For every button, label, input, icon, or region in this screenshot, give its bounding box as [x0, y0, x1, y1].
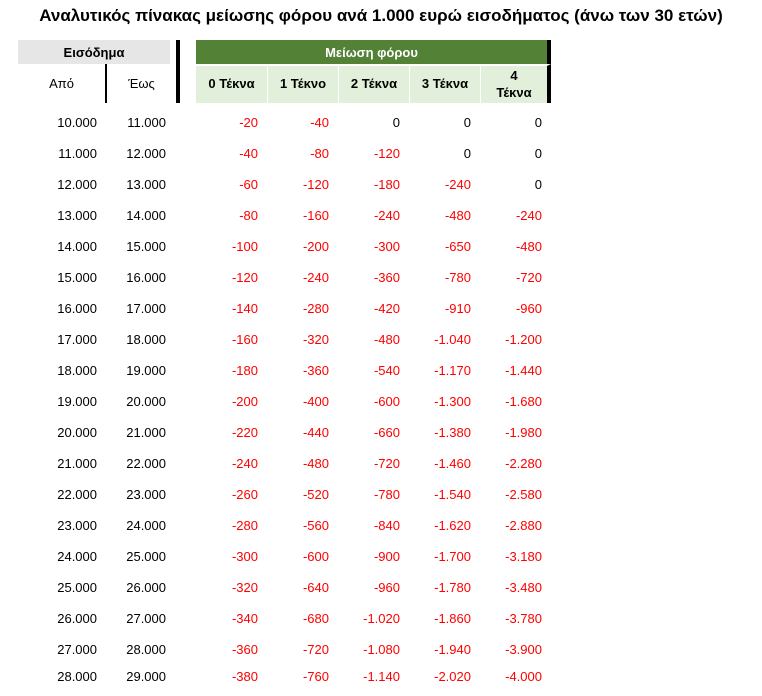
column-gap [176, 541, 196, 572]
tax-value-cell: 0 [463, 115, 471, 130]
table-row [18, 417, 551, 448]
tax-value-cell: -360 [302, 363, 329, 378]
page-title: Αναλυτικός πίνακας μείωσης φόρου ανά 1.000 ευρώ εισοδήματος (άνω των 30 ετών) [39, 6, 723, 25]
tax-value-cell: 0 [534, 177, 542, 192]
income-to-cell: 25.000 [126, 549, 166, 564]
tax-value-cell: -640 [302, 580, 329, 595]
tax-value-cell: -120 [231, 270, 258, 285]
tax-value-cell: -840 [373, 518, 400, 533]
tax-value-cell: -650 [444, 239, 471, 254]
column-gap [176, 64, 196, 103]
tax-value-cell: -360 [373, 270, 400, 285]
tax-value-cell: -240 [515, 208, 542, 223]
tax-value-cell: -280 [302, 301, 329, 316]
income-to-cell: 14.000 [126, 208, 166, 223]
income-from-cell: 23.000 [57, 518, 97, 533]
income-to-cell: 20.000 [126, 394, 166, 409]
tax-value-cell: -200 [302, 239, 329, 254]
tax-value-cell: -320 [231, 580, 258, 595]
tax-value-cell: -1.040 [434, 332, 471, 347]
col-header-3-children: 3 Τέκνα [409, 64, 480, 103]
tax-value-cell: -1.170 [434, 363, 471, 378]
tax-reduction-table [18, 40, 551, 687]
tax-value-cell: -1.440 [505, 363, 542, 378]
income-group-header: Εισόδημα [18, 40, 176, 64]
tax-value-cell: -1.300 [434, 394, 471, 409]
income-from-cell: 18.000 [57, 363, 97, 378]
tax-value-cell: -200 [231, 394, 258, 409]
table-row [18, 603, 551, 634]
income-from-cell: 19.000 [57, 394, 97, 409]
table-row [18, 665, 551, 687]
income-to-cell: 16.000 [126, 270, 166, 285]
tax-value-cell: -40 [310, 115, 329, 130]
tax-value-cell: -480 [515, 239, 542, 254]
tax-value-cell: -900 [373, 549, 400, 564]
tax-value-cell: -960 [515, 301, 542, 316]
table-row [18, 231, 551, 262]
income-to-cell: 29.000 [126, 668, 166, 684]
tax-value-cell: -440 [302, 425, 329, 440]
tax-value-cell: -1.980 [505, 425, 542, 440]
income-from-cell: 14.000 [57, 239, 97, 254]
tax-value-cell: -180 [231, 363, 258, 378]
tax-value-cell: 0 [534, 146, 542, 161]
tax-value-cell: -40 [239, 146, 258, 161]
column-gap [176, 262, 196, 293]
tax-value-cell: -60 [239, 177, 258, 192]
income-to-cell: 22.000 [126, 456, 166, 471]
income-from-cell: 26.000 [57, 611, 97, 626]
tax-value-cell: -480 [373, 332, 400, 347]
tax-value-cell: -120 [302, 177, 329, 192]
tax-value-cell: -240 [373, 208, 400, 223]
tax-value-cell: -1.940 [434, 642, 471, 657]
col-header-to: Έως [128, 76, 155, 91]
column-gap [176, 448, 196, 479]
column-gap [176, 324, 196, 355]
income-to-cell: 26.000 [126, 580, 166, 595]
income-from-cell: 22.000 [57, 487, 97, 502]
table-row [18, 355, 551, 386]
tax-value-cell: -380 [231, 668, 258, 684]
tax-value-cell: -600 [302, 549, 329, 564]
income-from-cell: 24.000 [57, 549, 97, 564]
tax-value-cell: -280 [231, 518, 258, 533]
tax-value-cell: -160 [302, 208, 329, 223]
income-to-cell: 11.000 [127, 115, 166, 130]
column-gap [176, 40, 196, 64]
table-row [18, 448, 551, 479]
tax-value-cell: -3.900 [505, 642, 542, 657]
tax-value-cell: -2.020 [434, 668, 471, 684]
tax-value-cell: -760 [302, 668, 329, 684]
col-header-2-children: 2 Τέκνα [338, 64, 409, 103]
tax-value-cell: -340 [231, 611, 258, 626]
tax-value-cell: -520 [302, 487, 329, 502]
income-from-cell: 21.000 [57, 456, 97, 471]
tax-value-cell: -1.200 [505, 332, 542, 347]
tax-value-cell: -2.880 [505, 518, 542, 533]
col-header-1-child: 1 Τέκνο [267, 64, 338, 103]
table-row [18, 200, 551, 231]
tax-value-cell: -80 [239, 208, 258, 223]
income-to-cell: 12.000 [126, 146, 166, 161]
income-to-cell: 15.000 [126, 239, 166, 254]
tax-value-cell: -1.860 [434, 611, 471, 626]
income-from-cell: 25.000 [57, 580, 97, 595]
col-header-4-children-label: 4 Τέκνα [496, 67, 532, 100]
table-row [18, 541, 551, 572]
col-header-from: Από [18, 64, 107, 103]
column-gap [176, 293, 196, 324]
column-gap [176, 107, 196, 138]
income-from-cell: 20.000 [57, 425, 97, 440]
tax-value-cell: -2.280 [505, 456, 542, 471]
income-from-cell: 17.000 [57, 332, 97, 347]
income-to-cell: 19.000 [126, 363, 166, 378]
header-row-columns [18, 64, 551, 103]
tax-value-cell: -480 [302, 456, 329, 471]
col-header-4-children [480, 64, 551, 103]
table-row [18, 293, 551, 324]
column-gap [176, 169, 196, 200]
tax-value-cell: -720 [515, 270, 542, 285]
table-body [18, 103, 551, 687]
tax-value-cell: -140 [231, 301, 258, 316]
income-to-cell: 13.000 [126, 177, 166, 192]
column-gap [176, 665, 196, 687]
tax-value-cell: -1.680 [505, 394, 542, 409]
column-gap [176, 603, 196, 634]
column-gap [176, 355, 196, 386]
tax-value-cell: -120 [373, 146, 400, 161]
column-gap [176, 386, 196, 417]
income-from-cell: 11.000 [58, 146, 97, 161]
tax-value-cell: -1.780 [434, 580, 471, 595]
tax-value-cell: -1.700 [434, 549, 471, 564]
tax-value-cell: -300 [373, 239, 400, 254]
col-header-0-children: 0 Τέκνα [196, 64, 267, 103]
table-row [18, 138, 551, 169]
tax-value-cell: -660 [373, 425, 400, 440]
income-from-cell: 28.000 [57, 668, 97, 684]
income-to-cell: 24.000 [126, 518, 166, 533]
tax-value-cell: -240 [444, 177, 471, 192]
column-gap [176, 634, 196, 665]
tax-value-cell: -160 [231, 332, 258, 347]
income-to-cell: 27.000 [126, 611, 166, 626]
tax-value-cell: -180 [373, 177, 400, 192]
income-from-cell: 27.000 [57, 642, 97, 657]
header-row-groups [18, 40, 551, 64]
income-from-cell: 15.000 [57, 270, 97, 285]
tax-value-cell: -240 [302, 270, 329, 285]
tax-value-cell: -780 [444, 270, 471, 285]
table-row [18, 572, 551, 603]
tax-value-cell: -720 [302, 642, 329, 657]
tax-value-cell: 0 [463, 146, 471, 161]
tax-value-cell: -260 [231, 487, 258, 502]
tax-value-cell: -240 [231, 456, 258, 471]
tax-value-cell: -4.000 [505, 668, 542, 684]
tax-value-cell: -20 [239, 115, 258, 130]
table-row [18, 386, 551, 417]
tax-value-cell: -560 [302, 518, 329, 533]
tax-value-cell: -3.780 [505, 611, 542, 626]
table-row [18, 324, 551, 355]
tax-value-cell: -480 [444, 208, 471, 223]
table-row [18, 169, 551, 200]
table-row [18, 634, 551, 665]
tax-value-cell: -540 [373, 363, 400, 378]
table-row [18, 479, 551, 510]
table-row [18, 107, 551, 138]
tax-value-cell: -1.140 [363, 668, 400, 684]
income-to-cell: 23.000 [126, 487, 166, 502]
column-gap [176, 417, 196, 448]
income-from-cell: 16.000 [57, 301, 97, 316]
column-gap [176, 510, 196, 541]
tax-value-cell: -720 [373, 456, 400, 471]
tax-value-cell: 0 [534, 115, 542, 130]
income-to-cell: 17.000 [126, 301, 166, 316]
tax-value-cell: -600 [373, 394, 400, 409]
tax-value-cell: -1.380 [434, 425, 471, 440]
income-from-cell: 13.000 [57, 208, 97, 223]
income-to-cell: 28.000 [126, 642, 166, 657]
tax-value-cell: -300 [231, 549, 258, 564]
tax-value-cell: -680 [302, 611, 329, 626]
tax-value-cell: -1.540 [434, 487, 471, 502]
tax-value-cell: -780 [373, 487, 400, 502]
tax-value-cell: -320 [302, 332, 329, 347]
table-row [18, 510, 551, 541]
table-row [18, 262, 551, 293]
tax-reduction-group-header: Μείωση φόρου [196, 40, 551, 64]
tax-value-cell: -100 [231, 239, 258, 254]
tax-value-cell: -3.180 [505, 549, 542, 564]
tax-value-cell: -1.460 [434, 456, 471, 471]
column-gap [176, 231, 196, 262]
tax-value-cell: -3.480 [505, 580, 542, 595]
tax-value-cell: -1.620 [434, 518, 471, 533]
tax-value-cell: -400 [302, 394, 329, 409]
income-to-cell: 18.000 [126, 332, 166, 347]
column-gap [176, 200, 196, 231]
tax-value-cell: -80 [310, 146, 329, 161]
column-gap [176, 479, 196, 510]
column-gap [176, 572, 196, 603]
income-to-cell: 21.000 [126, 425, 166, 440]
column-gap [176, 138, 196, 169]
tax-value-cell: -910 [444, 301, 471, 316]
income-from-cell: 10.000 [57, 115, 97, 130]
tax-value-cell: -360 [231, 642, 258, 657]
tax-value-cell: 0 [392, 115, 400, 130]
tax-value-cell: -1.020 [363, 611, 400, 626]
tax-value-cell: -2.580 [505, 487, 542, 502]
tax-value-cell: -1.080 [363, 642, 400, 657]
tax-value-cell: -960 [373, 580, 400, 595]
tax-value-cell: -420 [373, 301, 400, 316]
tax-value-cell: -220 [231, 425, 258, 440]
income-from-cell: 12.000 [57, 177, 97, 192]
